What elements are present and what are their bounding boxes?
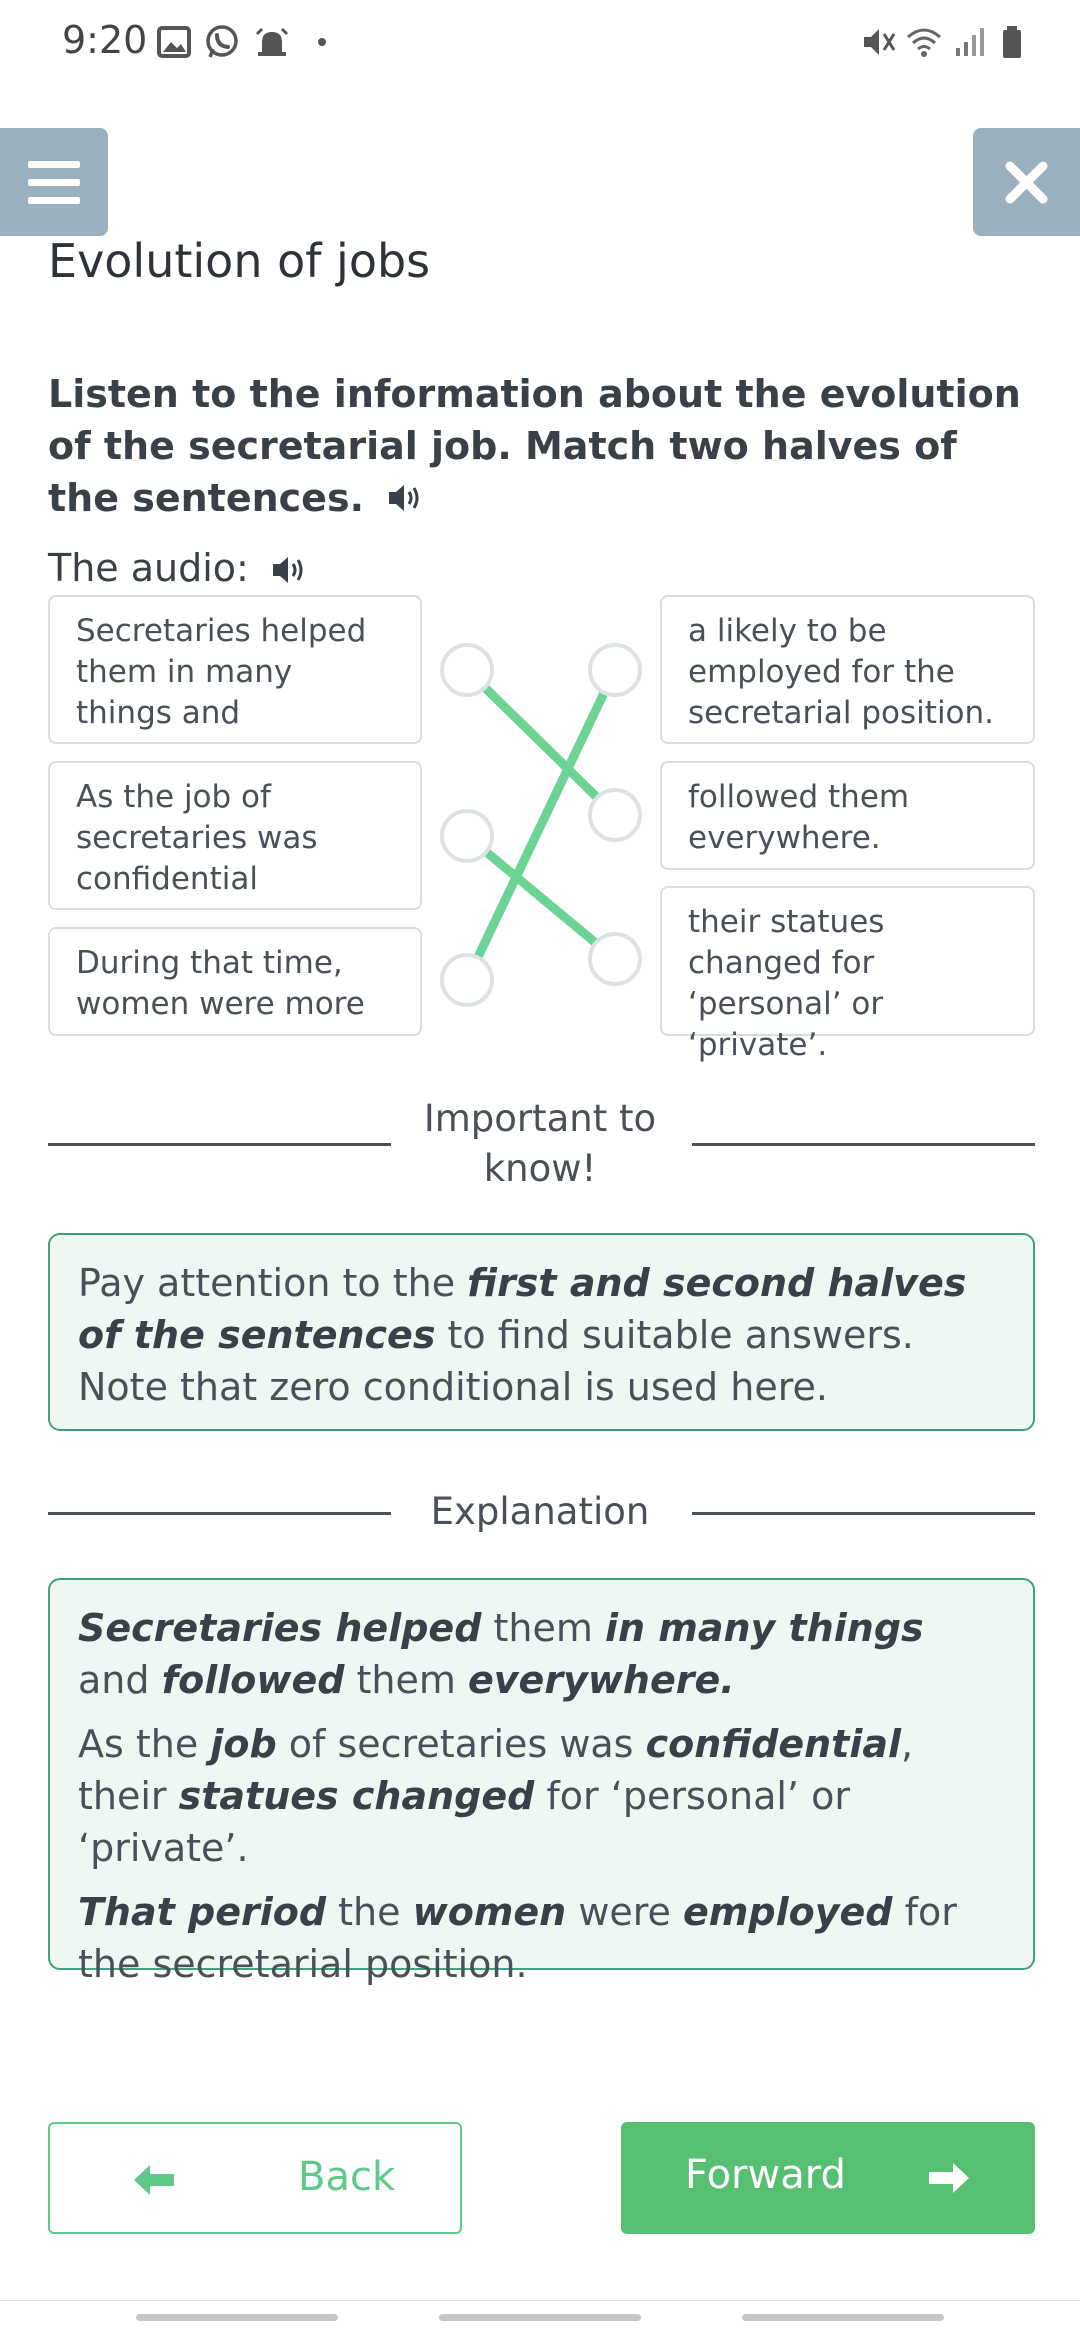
important-text bbox=[78, 1257, 1005, 1413]
right-card-text: a likely to be employed for the secretarial position. bbox=[688, 613, 995, 731]
body-text: were bbox=[566, 1890, 684, 1934]
right-card-text: followed them everywhere. bbox=[688, 779, 910, 856]
emphasis-text: That period bbox=[78, 1890, 327, 1934]
emphasis-text: employed bbox=[683, 1890, 893, 1934]
divider-line bbox=[48, 1512, 391, 1515]
explanation-paragraph bbox=[78, 1886, 1005, 1990]
body-text: the bbox=[326, 1890, 413, 1934]
explanation-paragraph bbox=[78, 1718, 1005, 1874]
explanation-paragraph bbox=[78, 1602, 1005, 1706]
left-card-text: As the job of secretaries was confidential bbox=[76, 779, 318, 897]
body-text: , their bbox=[78, 1722, 914, 1818]
divider-line bbox=[48, 1143, 391, 1146]
page-title: Evolution of jobs bbox=[48, 234, 431, 288]
forward-button[interactable] bbox=[621, 2122, 1035, 2234]
audio-label: The audio: bbox=[48, 546, 249, 590]
left-connector-3[interactable] bbox=[442, 955, 492, 1005]
right-connector-1[interactable] bbox=[590, 645, 640, 695]
body-text: to find suitable answers. Note that zero conditional is used here. bbox=[78, 1313, 914, 1409]
arrow-left-icon bbox=[132, 2162, 176, 2198]
forward-label: Forward bbox=[685, 2152, 846, 2198]
body-text: Pay attention to the bbox=[78, 1261, 468, 1305]
emphasis-text: everywhere. bbox=[468, 1658, 735, 1702]
back-label: Back bbox=[298, 2154, 396, 2200]
body-text: of secretaries was bbox=[276, 1722, 646, 1766]
emphasis-text: Secretaries helped bbox=[78, 1606, 482, 1650]
right-connector-3[interactable] bbox=[590, 934, 640, 984]
divider-line bbox=[692, 1512, 1035, 1515]
emphasis-text: women bbox=[412, 1890, 567, 1934]
back-button[interactable] bbox=[48, 2122, 462, 2234]
emphasis-text: followed bbox=[161, 1658, 345, 1702]
emphasis-text: confidential bbox=[645, 1722, 902, 1766]
right-connector-2[interactable] bbox=[590, 790, 640, 840]
gesture-recent-apps[interactable] bbox=[136, 2314, 338, 2321]
status-time: 9:20 bbox=[62, 18, 148, 62]
body-text: As the bbox=[78, 1722, 211, 1766]
emphasis-text: first and second halves of the sentences bbox=[78, 1261, 967, 1357]
gesture-back[interactable] bbox=[742, 2314, 944, 2321]
match-lines bbox=[0, 0, 1080, 1100]
emphasis-text: statues changed bbox=[178, 1774, 535, 1818]
match-line-1 bbox=[467, 670, 615, 815]
body-text: for ‘personal’ or ‘private’. bbox=[78, 1774, 850, 1870]
emphasis-text: in many things bbox=[604, 1606, 924, 1650]
left-card-text: During that time, women were more bbox=[76, 945, 365, 1022]
explanation-box bbox=[48, 1578, 1035, 1986]
left-card-text: Secretaries helped them in many things and bbox=[76, 613, 367, 731]
left-connector-2[interactable] bbox=[442, 811, 492, 861]
arrow-right-icon bbox=[927, 2160, 971, 2196]
important-title: Important to know! bbox=[423, 1097, 657, 1190]
divider-line bbox=[692, 1143, 1035, 1146]
right-card-text: their statues changed for ‘personal’ or ‘private’. bbox=[688, 904, 885, 1063]
gesture-divider bbox=[0, 2300, 1080, 2301]
body-text: for the secretarial position. bbox=[78, 1890, 957, 1986]
emphasis-text: job bbox=[210, 1722, 277, 1766]
body-text: and bbox=[78, 1658, 162, 1702]
explanation-title: Explanation bbox=[430, 1490, 650, 1533]
body-text: them bbox=[344, 1658, 468, 1702]
left-connector-1[interactable] bbox=[442, 645, 492, 695]
important-box bbox=[48, 1233, 1035, 1431]
gesture-home[interactable] bbox=[439, 2314, 641, 2321]
instruction-text: Listen to the information about the evolution of the secretarial job. Match two halves of the sentences. bbox=[48, 372, 1021, 520]
body-text: them bbox=[481, 1606, 605, 1650]
